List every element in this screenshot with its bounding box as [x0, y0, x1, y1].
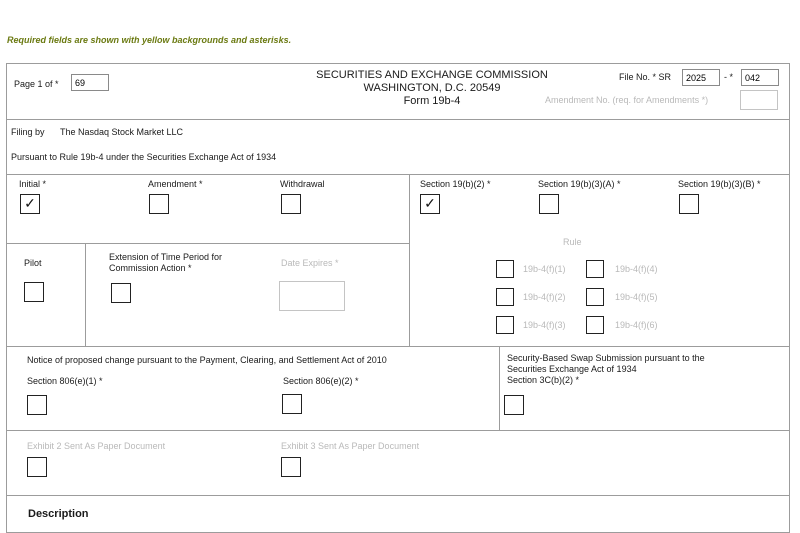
rule-19b4f6-checkbox[interactable]: [586, 316, 604, 334]
rule-19b4f1-label: 19b-4(f)(1): [523, 264, 566, 274]
rule-19b4f3-label: 19b-4(f)(3): [523, 320, 566, 330]
section-19b2-label: Section 19(b)(2) *: [420, 179, 491, 189]
date-expires-input[interactable]: [279, 281, 345, 311]
amendment-type-label: Amendment *: [148, 179, 203, 189]
section-19b3b-label: Section 19(b)(3)(B) *: [678, 179, 761, 189]
swap-label-line2: Securities Exchange Act of 1934: [507, 364, 637, 374]
rule-19b4f5-label: 19b-4(f)(5): [615, 292, 658, 302]
date-expires-label: Date Expires *: [281, 258, 339, 268]
amendment-input[interactable]: [740, 90, 778, 110]
exhibit2-label: Exhibit 2 Sent As Paper Document: [27, 441, 166, 451]
filing-by-value: The Nasdaq Stock Market LLC: [60, 127, 184, 137]
description-label: Description: [28, 508, 89, 520]
required-fields-note: Required fields are shown with yellow backgrounds and asterisks.: [7, 35, 292, 45]
rule-title: Rule: [563, 237, 582, 247]
divider: [499, 346, 500, 430]
divider: [85, 243, 86, 346]
pilot-checkbox[interactable]: [24, 282, 44, 302]
rule-19b4f4-checkbox[interactable]: [586, 260, 604, 278]
withdrawal-checkbox[interactable]: [281, 194, 301, 214]
section-19b3b-checkbox[interactable]: [679, 194, 699, 214]
amendment-label: Amendment No. (req. for Amendments *): [545, 95, 709, 105]
pilot-label: Pilot: [24, 258, 42, 268]
agency-name: SECURITIES AND EXCHANGE COMMISSION: [316, 69, 548, 81]
withdrawal-label: Withdrawal: [280, 179, 325, 189]
divider: [7, 495, 789, 496]
divider: [7, 174, 789, 175]
section-806e2-label: Section 806(e)(2) *: [283, 376, 359, 386]
rule-19b4f2-checkbox[interactable]: [496, 288, 514, 306]
rule-19b4f2-label: 19b-4(f)(2): [523, 292, 566, 302]
divider: [7, 119, 789, 120]
section-806e2-checkbox[interactable]: [282, 394, 302, 414]
swap-label-line1: Security-Based Swap Submission pursuant to the: [507, 353, 705, 363]
pursuant-text: Pursuant to Rule 19b-4 under the Securities Exchange Act of 1934: [11, 152, 277, 162]
file-no-label: File No. * SR: [619, 72, 672, 82]
section-19b3a-checkbox[interactable]: [539, 194, 559, 214]
form-name: Form 19b-4: [403, 95, 461, 107]
file-sep: - *: [724, 72, 733, 82]
initial-label: Initial *: [19, 179, 47, 189]
swap-label-line3: Section 3C(b)(2) *: [507, 375, 580, 385]
file-year-input[interactable]: [682, 69, 720, 86]
rule-19b4f3-checkbox[interactable]: [496, 316, 514, 334]
page-total-input[interactable]: [71, 74, 109, 91]
section-806e1-label: Section 806(e)(1) *: [27, 376, 103, 386]
divider: [7, 430, 789, 431]
rule-19b4f6-label: 19b-4(f)(6): [615, 320, 658, 330]
extension-label-line2: Commission Action *: [109, 263, 192, 273]
divider: [409, 174, 410, 346]
agency-address: WASHINGTON, D.C. 20549: [363, 82, 501, 94]
exhibit3-checkbox[interactable]: [281, 457, 301, 477]
rule-19b4f5-checkbox[interactable]: [586, 288, 604, 306]
swap-checkbox[interactable]: [504, 395, 524, 415]
extension-label-line1: Extension of Time Period for: [109, 252, 223, 262]
divider: [7, 346, 789, 347]
exhibit3-label: Exhibit 3 Sent As Paper Document: [281, 441, 420, 451]
initial-checkbox[interactable]: ✓: [20, 194, 40, 214]
rule-19b4f1-checkbox[interactable]: [496, 260, 514, 278]
filing-by-label: Filing by: [11, 127, 45, 137]
page-label: Page 1 of *: [14, 79, 59, 89]
notice-text: Notice of proposed change pursuant to the Payment, Clearing, and Settlement Act of 2010: [27, 355, 387, 365]
divider: [7, 243, 409, 244]
extension-checkbox[interactable]: [111, 283, 131, 303]
section-19b3a-label: Section 19(b)(3)(A) *: [538, 179, 621, 189]
rule-19b4f4-label: 19b-4(f)(4): [615, 264, 658, 274]
exhibit2-checkbox[interactable]: [27, 457, 47, 477]
section-806e1-checkbox[interactable]: [27, 395, 47, 415]
form-19b4: [6, 63, 790, 533]
file-number-input[interactable]: [741, 69, 779, 86]
section-19b2-checkbox[interactable]: ✓: [420, 194, 440, 214]
amendment-checkbox[interactable]: [149, 194, 169, 214]
